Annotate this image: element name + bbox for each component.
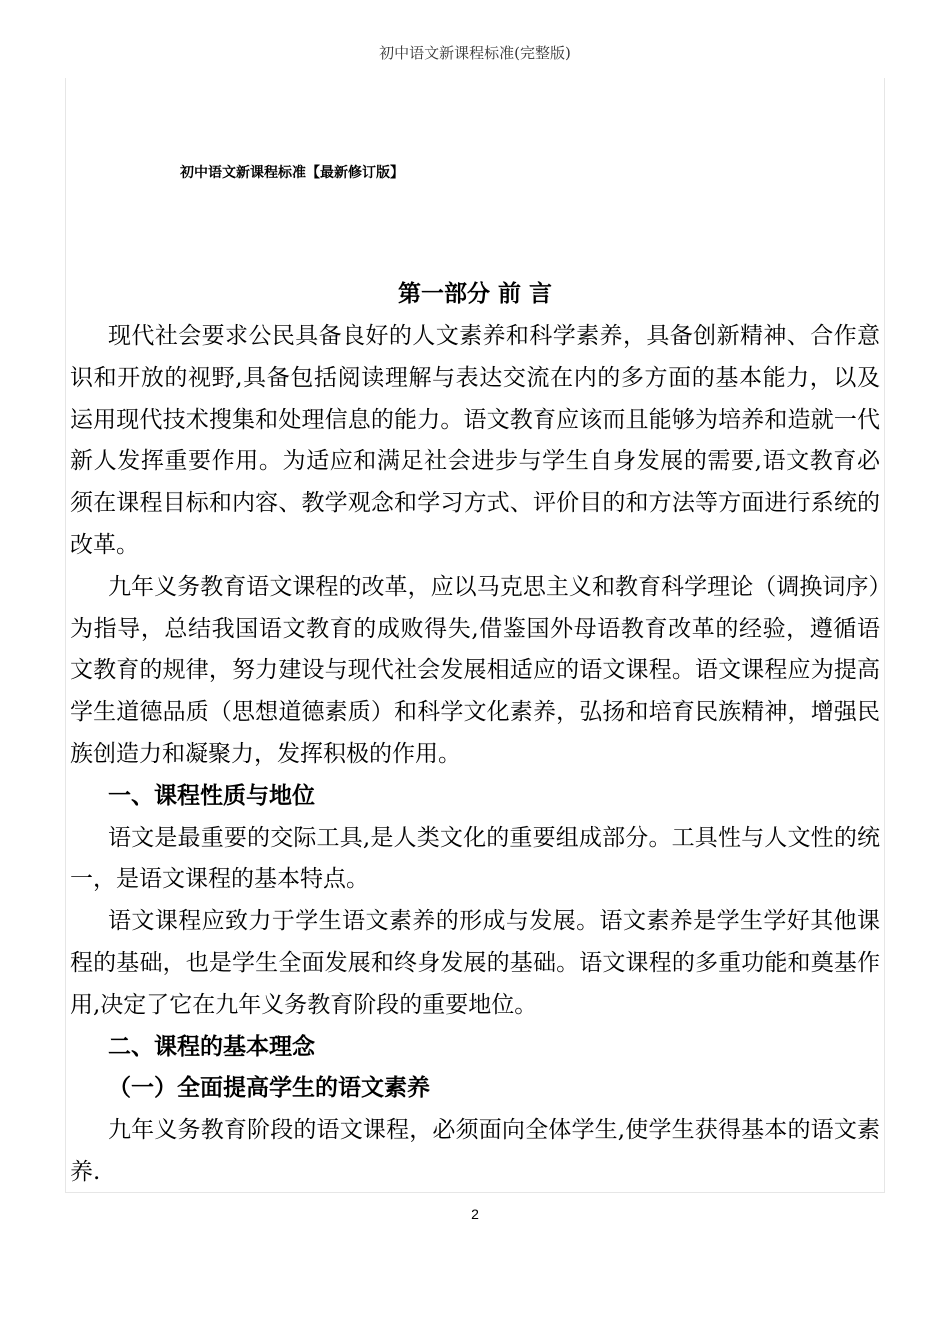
document-subtitle: 初中语文新课程标准【最新修订版】 bbox=[180, 165, 404, 181]
preface-paragraph: 九年义务教育语文课程的改革，应以马克思主义和教育科学理论（调换词序）为指导，总结我国语文教育的成败得失,借鉴国外母语教育改革的经验，遵循语文教育的规律，努力建设与现代社会发展相适应的语文课程。语文课程应为提高学生道德品质（思想道德素质）和科学文化素养，弘扬和培育民族精神，增强民族创造力和凝聚力，发挥积极的作用。 bbox=[70, 573, 880, 767]
running-header: 初中语文新课程标准(完整版) bbox=[379, 44, 571, 62]
subsection-heading: （一）全面提高学生的语文素养 bbox=[108, 1075, 430, 1102]
document-body bbox=[70, 272, 880, 1194]
section-paragraph: 九年义务教育阶段的语文课程，必须面向全体学生,使学生获得基本的语文素养. bbox=[70, 1117, 880, 1185]
part-title: 第一部分 前 言 bbox=[397, 281, 552, 307]
section-heading-nature: 一、课程性质与地位 bbox=[108, 782, 315, 809]
section-paragraph: 语文是最重要的交际工具,是人类文化的重要组成部分。工具性与人文性的统一，是语文课程的基本特点。 bbox=[70, 824, 880, 893]
section-heading-concepts: 二、课程的基本理念 bbox=[108, 1033, 315, 1060]
section-paragraph: 语文课程应致力于学生语文素养的形成与发展。语文素养是学生学好其他课程的基础，也是学生全面发展和终身发展的基础。语文课程的多重功能和奠基作用,决定了它在九年义务教育阶段的重要地位。 bbox=[70, 908, 880, 1018]
page-number: 2 bbox=[471, 1206, 479, 1222]
preface-paragraph: 现代社会要求公民具备良好的人文素养和科学素养，具备创新精神、合作意识和开放的视野,具备包括阅读理解与表达交流在内的多方面的基本能力，以及运用现代技术搜集和处理信息的能力。语文教育应该而且能够为培养和造就一代新人发挥重要作用。为适应和满足社会进步与学生自身发展的需要,语文教育必须在课程目标和内容、教学观念和学习方式、评价目的和方法等方面进行系统的改革。 bbox=[70, 323, 880, 558]
